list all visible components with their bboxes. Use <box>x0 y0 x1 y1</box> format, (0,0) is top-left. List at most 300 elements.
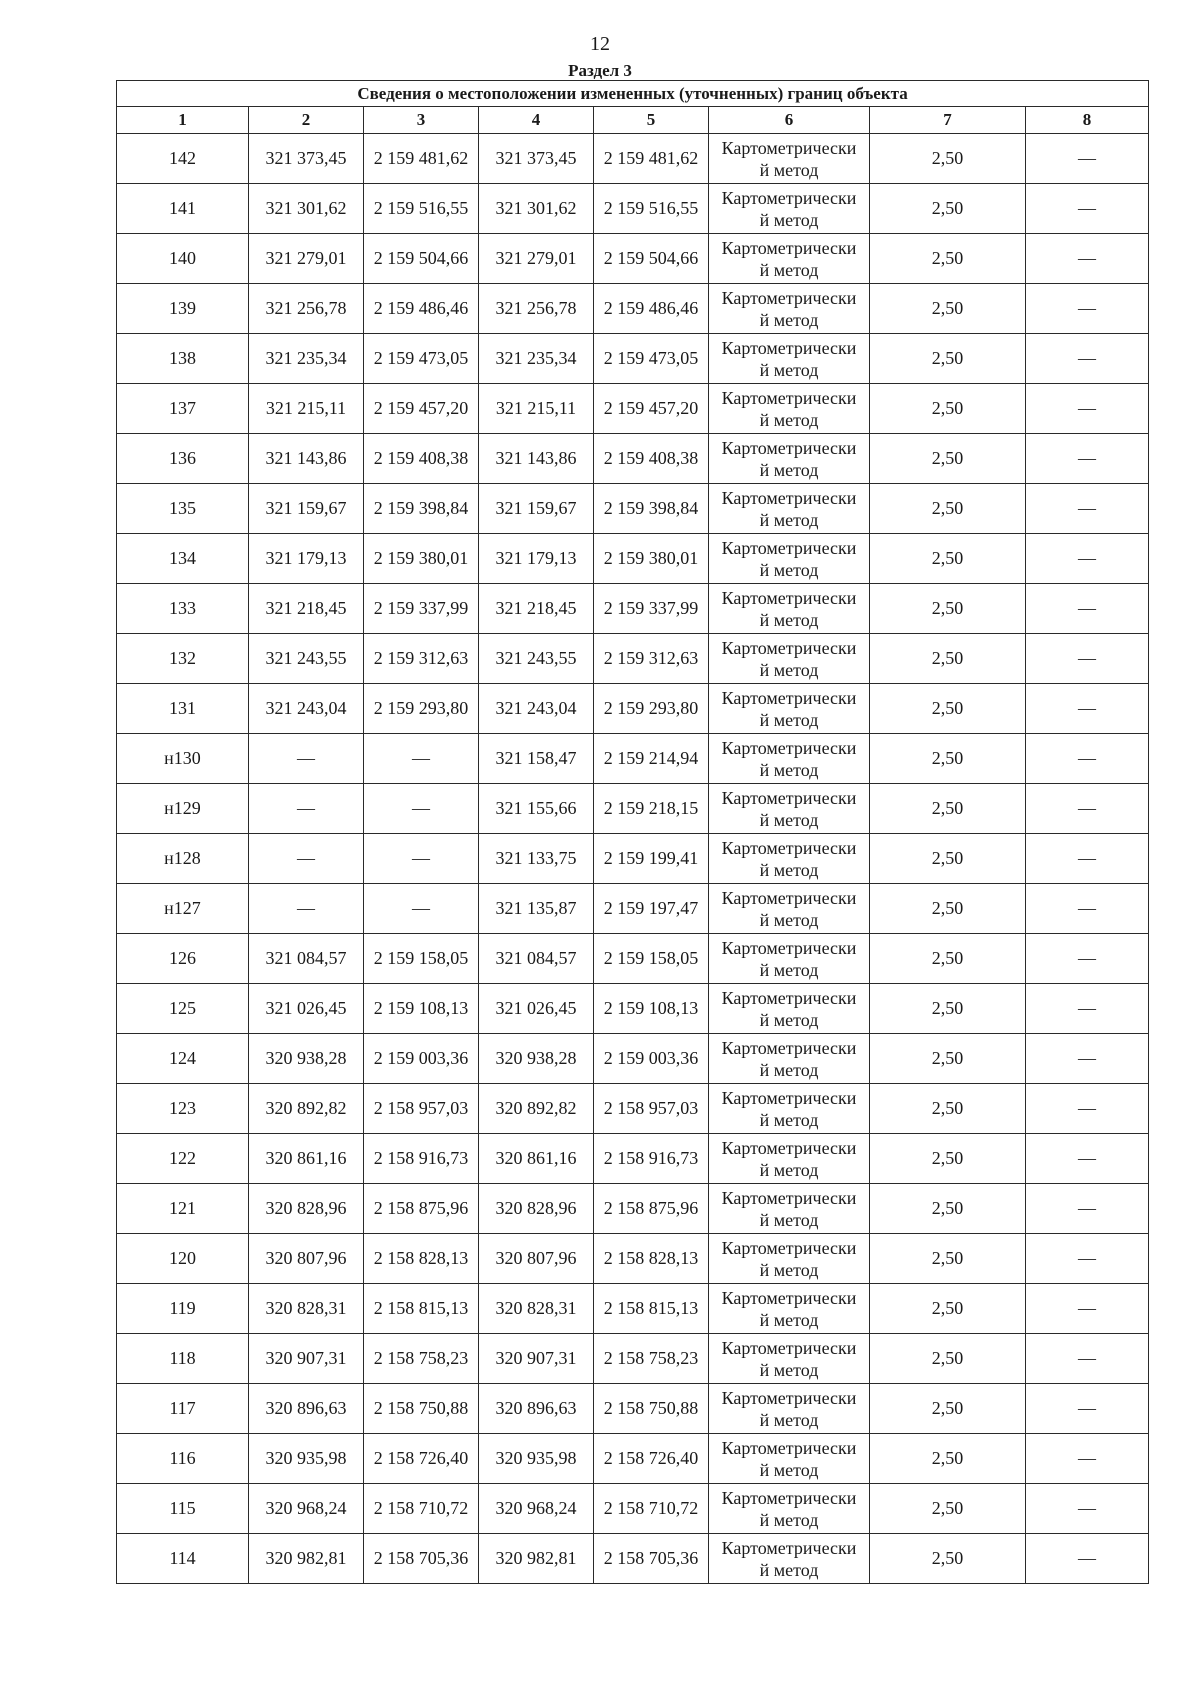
existing-x-cell: 321 215,11 <box>249 384 364 434</box>
existing-y-cell: 2 158 815,13 <box>364 1284 479 1334</box>
method-cell <box>709 1034 870 1084</box>
refined-x-cell: 320 896,63 <box>479 1384 594 1434</box>
point-number-cell: н129 <box>117 784 249 834</box>
existing-x-cell: 321 235,34 <box>249 334 364 384</box>
method-cell <box>709 884 870 934</box>
method-text-line: й метод <box>759 309 819 330</box>
existing-y-cell: 2 159 158,05 <box>364 934 479 984</box>
method-text-line: й метод <box>759 559 819 580</box>
refined-x-cell: 321 256,78 <box>479 284 594 334</box>
accuracy-cell: 2,50 <box>870 1184 1026 1234</box>
method-text-line: Картометрически <box>721 1037 857 1058</box>
accuracy-cell: 2,50 <box>870 584 1026 634</box>
point-number-cell: н128 <box>117 834 249 884</box>
refined-y-cell: 2 158 758,23 <box>594 1334 709 1384</box>
refined-y-cell: 2 158 705,36 <box>594 1534 709 1584</box>
refined-x-cell: 321 158,47 <box>479 734 594 784</box>
point-number-cell: 139 <box>117 284 249 334</box>
point-number-cell: 142 <box>117 134 249 184</box>
accuracy-cell: 2,50 <box>870 234 1026 284</box>
accuracy-cell: 2,50 <box>870 1484 1026 1534</box>
method-cell <box>709 1384 870 1434</box>
method-cell <box>709 1184 870 1234</box>
table-row <box>117 1534 1149 1584</box>
refined-x-cell: 320 907,31 <box>479 1334 594 1384</box>
method-text-line: Картометрически <box>721 837 857 858</box>
existing-x-cell: 321 084,57 <box>249 934 364 984</box>
refined-y-cell: 2 158 916,73 <box>594 1134 709 1184</box>
existing-y-cell: 2 158 875,96 <box>364 1184 479 1234</box>
point-number-cell: 140 <box>117 234 249 284</box>
method-text-line: й метод <box>759 1309 819 1330</box>
method-text-line: Картометрически <box>721 337 857 358</box>
table-row <box>117 1034 1149 1084</box>
method-cell <box>709 1434 870 1484</box>
refined-x-cell: 321 155,66 <box>479 784 594 834</box>
refined-x-cell: 321 084,57 <box>479 934 594 984</box>
existing-y-cell: 2 159 398,84 <box>364 484 479 534</box>
method-text-line: й метод <box>759 159 819 180</box>
existing-y-cell: 2 159 380,01 <box>364 534 479 584</box>
refined-x-cell: 321 215,11 <box>479 384 594 434</box>
column-number: 8 <box>1026 107 1149 134</box>
accuracy-cell: 2,50 <box>870 1034 1026 1084</box>
method-text-line: Картометрически <box>721 1087 857 1108</box>
method-text-line: Картометрически <box>721 787 857 808</box>
point-number-cell: 126 <box>117 934 249 984</box>
column-number: 6 <box>709 107 870 134</box>
existing-y-cell: 2 158 916,73 <box>364 1134 479 1184</box>
table-row <box>117 934 1149 984</box>
table-row <box>117 1384 1149 1434</box>
method-cell <box>709 1084 870 1134</box>
refined-x-cell: 320 828,96 <box>479 1184 594 1234</box>
existing-y-cell: 2 158 705,36 <box>364 1534 479 1584</box>
existing-x-cell: 320 828,96 <box>249 1184 364 1234</box>
refined-y-cell: 2 159 197,47 <box>594 884 709 934</box>
column-number: 4 <box>479 107 594 134</box>
refined-x-cell: 321 135,87 <box>479 884 594 934</box>
existing-x-cell: 320 861,16 <box>249 1134 364 1184</box>
method-text-line: й метод <box>759 809 819 830</box>
column-8-cell: — <box>1026 334 1149 384</box>
existing-y-cell: 2 158 758,23 <box>364 1334 479 1384</box>
method-text-line: й метод <box>759 359 819 380</box>
point-number-cell: 121 <box>117 1184 249 1234</box>
column-8-cell: — <box>1026 584 1149 634</box>
table-row <box>117 1084 1149 1134</box>
existing-x-cell: 321 026,45 <box>249 984 364 1034</box>
accuracy-cell: 2,50 <box>870 1434 1026 1484</box>
column-8-cell: — <box>1026 784 1149 834</box>
method-text-line: Картометрически <box>721 1137 857 1158</box>
existing-x-cell: 321 243,55 <box>249 634 364 684</box>
method-text-line: й метод <box>759 959 819 980</box>
existing-x-cell: 321 179,13 <box>249 534 364 584</box>
method-text-line: Картометрически <box>721 1487 857 1508</box>
accuracy-cell: 2,50 <box>870 734 1026 784</box>
method-cell <box>709 1134 870 1184</box>
accuracy-cell: 2,50 <box>870 1334 1026 1384</box>
existing-x-cell: 321 279,01 <box>249 234 364 284</box>
refined-x-cell: 321 279,01 <box>479 234 594 284</box>
method-text-line: Картометрически <box>721 537 857 558</box>
method-text-line: й метод <box>759 1059 819 1080</box>
column-8-cell: — <box>1026 384 1149 434</box>
method-text-line: й метод <box>759 1009 819 1030</box>
existing-x-cell: 321 143,86 <box>249 434 364 484</box>
table-row <box>117 1284 1149 1334</box>
method-cell <box>709 984 870 1034</box>
refined-x-cell: 320 861,16 <box>479 1134 594 1184</box>
refined-y-cell: 2 158 957,03 <box>594 1084 709 1134</box>
method-text-line: Картометрически <box>721 887 857 908</box>
table-row <box>117 984 1149 1034</box>
method-text-line: й метод <box>759 859 819 880</box>
accuracy-cell: 2,50 <box>870 484 1026 534</box>
table-row <box>117 1184 1149 1234</box>
table-row <box>117 234 1149 284</box>
existing-y-cell: 2 159 337,99 <box>364 584 479 634</box>
table-body <box>117 134 1149 1584</box>
table-row <box>117 134 1149 184</box>
table-row <box>117 284 1149 334</box>
refined-y-cell: 2 159 214,94 <box>594 734 709 784</box>
existing-x-cell: 320 896,63 <box>249 1384 364 1434</box>
refined-x-cell: 320 807,96 <box>479 1234 594 1284</box>
accuracy-cell: 2,50 <box>870 134 1026 184</box>
accuracy-cell: 2,50 <box>870 184 1026 234</box>
table-row <box>117 1334 1149 1384</box>
method-text-line: Картометрически <box>721 487 857 508</box>
accuracy-cell: 2,50 <box>870 384 1026 434</box>
column-8-cell: — <box>1026 1184 1149 1234</box>
refined-y-cell: 2 159 380,01 <box>594 534 709 584</box>
refined-y-cell: 2 159 504,66 <box>594 234 709 284</box>
existing-y-cell: 2 158 710,72 <box>364 1484 479 1534</box>
existing-x-cell: 320 982,81 <box>249 1534 364 1584</box>
existing-x-cell: 321 256,78 <box>249 284 364 334</box>
column-8-cell: — <box>1026 434 1149 484</box>
point-number-cell: 135 <box>117 484 249 534</box>
refined-x-cell: 321 133,75 <box>479 834 594 884</box>
accuracy-cell: 2,50 <box>870 634 1026 684</box>
method-cell <box>709 184 870 234</box>
column-8-cell: — <box>1026 284 1149 334</box>
table-row <box>117 334 1149 384</box>
page-number: 12 <box>590 33 610 55</box>
point-number-cell: 134 <box>117 534 249 584</box>
existing-x-cell: 321 301,62 <box>249 184 364 234</box>
refined-x-cell: 321 159,67 <box>479 484 594 534</box>
existing-x-cell: 320 807,96 <box>249 1234 364 1284</box>
existing-x-cell: 320 892,82 <box>249 1084 364 1134</box>
existing-x-cell: 320 828,31 <box>249 1284 364 1334</box>
method-text-line: й метод <box>759 759 819 780</box>
method-cell <box>709 1334 870 1384</box>
refined-x-cell: 320 982,81 <box>479 1534 594 1584</box>
existing-y-cell: 2 159 473,05 <box>364 334 479 384</box>
accuracy-cell: 2,50 <box>870 1084 1026 1134</box>
accuracy-cell: 2,50 <box>870 834 1026 884</box>
existing-y-cell: 2 158 828,13 <box>364 1234 479 1284</box>
refined-x-cell: 321 301,62 <box>479 184 594 234</box>
accuracy-cell: 2,50 <box>870 684 1026 734</box>
accuracy-cell: 2,50 <box>870 284 1026 334</box>
column-number: 5 <box>594 107 709 134</box>
existing-y-cell: 2 159 312,63 <box>364 634 479 684</box>
refined-y-cell: 2 158 710,72 <box>594 1484 709 1534</box>
accuracy-cell: 2,50 <box>870 334 1026 384</box>
column-8-cell: — <box>1026 1384 1149 1434</box>
method-text-line: Картометрически <box>721 387 857 408</box>
column-8-cell: — <box>1026 934 1149 984</box>
point-number-cell: 137 <box>117 384 249 434</box>
existing-x-cell: 320 907,31 <box>249 1334 364 1384</box>
boundary-coordinates-table <box>116 80 1149 1584</box>
column-8-cell: — <box>1026 984 1149 1034</box>
method-cell <box>709 284 870 334</box>
column-number-row <box>117 107 1149 134</box>
method-text-line: й метод <box>759 709 819 730</box>
method-cell <box>709 1234 870 1284</box>
accuracy-cell: 2,50 <box>870 434 1026 484</box>
method-cell <box>709 784 870 834</box>
accuracy-cell: 2,50 <box>870 1134 1026 1184</box>
method-text-line: й метод <box>759 209 819 230</box>
point-number-cell: 124 <box>117 1034 249 1084</box>
existing-y-cell: 2 159 003,36 <box>364 1034 479 1084</box>
existing-x-cell: 320 968,24 <box>249 1484 364 1534</box>
method-text-line: й метод <box>759 1159 819 1180</box>
method-text-line: Картометрически <box>721 137 857 158</box>
refined-x-cell: 321 179,13 <box>479 534 594 584</box>
point-number-cell: 133 <box>117 584 249 634</box>
point-number-cell: 114 <box>117 1534 249 1584</box>
accuracy-cell: 2,50 <box>870 1234 1026 1284</box>
refined-y-cell: 2 159 408,38 <box>594 434 709 484</box>
existing-x-cell: 321 373,45 <box>249 134 364 184</box>
refined-x-cell: 321 243,55 <box>479 634 594 684</box>
refined-y-cell: 2 159 003,36 <box>594 1034 709 1084</box>
column-8-cell: — <box>1026 834 1149 884</box>
refined-y-cell: 2 159 337,99 <box>594 584 709 634</box>
refined-x-cell: 321 243,04 <box>479 684 594 734</box>
accuracy-cell: 2,50 <box>870 534 1026 584</box>
method-cell <box>709 584 870 634</box>
point-number-cell: 141 <box>117 184 249 234</box>
table-row <box>117 184 1149 234</box>
method-text-line: й метод <box>759 1359 819 1380</box>
column-8-cell: — <box>1026 1134 1149 1184</box>
method-text-line: Картометрически <box>721 1437 857 1458</box>
column-number: 1 <box>117 107 249 134</box>
refined-x-cell: 320 892,82 <box>479 1084 594 1134</box>
method-text-line: Картометрически <box>721 1537 857 1558</box>
method-text-line: Картометрически <box>721 937 857 958</box>
table-row <box>117 884 1149 934</box>
existing-y-cell: 2 158 750,88 <box>364 1384 479 1434</box>
method-cell <box>709 134 870 184</box>
refined-y-cell: 2 159 473,05 <box>594 334 709 384</box>
point-number-cell: 131 <box>117 684 249 734</box>
existing-y-cell: 2 159 408,38 <box>364 434 479 484</box>
refined-y-cell: 2 159 108,13 <box>594 984 709 1034</box>
method-text-line: й метод <box>759 1209 819 1230</box>
method-text-line: Картометрически <box>721 1387 857 1408</box>
refined-x-cell: 321 235,34 <box>479 334 594 384</box>
column-number: 7 <box>870 107 1026 134</box>
column-8-cell: — <box>1026 734 1149 784</box>
table-row <box>117 734 1149 784</box>
point-number-cell: 120 <box>117 1234 249 1284</box>
section-title: Раздел 3 <box>568 61 632 80</box>
existing-y-cell: 2 159 108,13 <box>364 984 479 1034</box>
refined-y-cell: 2 159 486,46 <box>594 284 709 334</box>
refined-y-cell: 2 159 481,62 <box>594 134 709 184</box>
refined-y-cell: 2 159 199,41 <box>594 834 709 884</box>
column-8-cell: — <box>1026 634 1149 684</box>
existing-x-cell: — <box>249 834 364 884</box>
column-number: 2 <box>249 107 364 134</box>
method-text-line: Картометрически <box>721 1287 857 1308</box>
existing-y-cell: — <box>364 784 479 834</box>
table-row <box>117 1434 1149 1484</box>
method-text-line: Картометрически <box>721 1187 857 1208</box>
method-text-line: й метод <box>759 659 819 680</box>
method-cell <box>709 734 870 784</box>
point-number-cell: 136 <box>117 434 249 484</box>
method-cell <box>709 334 870 384</box>
method-cell <box>709 234 870 284</box>
accuracy-cell: 2,50 <box>870 984 1026 1034</box>
method-text-line: Картометрически <box>721 1237 857 1258</box>
column-8-cell: — <box>1026 1484 1149 1534</box>
column-8-cell: — <box>1026 234 1149 284</box>
refined-y-cell: 2 158 815,13 <box>594 1284 709 1334</box>
column-8-cell: — <box>1026 134 1149 184</box>
existing-y-cell: 2 158 726,40 <box>364 1434 479 1484</box>
existing-y-cell: 2 159 293,80 <box>364 684 479 734</box>
point-number-cell: 115 <box>117 1484 249 1534</box>
column-8-cell: — <box>1026 684 1149 734</box>
column-number: 3 <box>364 107 479 134</box>
existing-x-cell: 321 243,04 <box>249 684 364 734</box>
method-cell <box>709 1284 870 1334</box>
method-text-line: Картометрически <box>721 637 857 658</box>
method-cell <box>709 1534 870 1584</box>
table-row <box>117 834 1149 884</box>
accuracy-cell: 2,50 <box>870 1384 1026 1434</box>
existing-x-cell: 320 938,28 <box>249 1034 364 1084</box>
existing-y-cell: 2 158 957,03 <box>364 1084 479 1134</box>
point-number-cell: 132 <box>117 634 249 684</box>
existing-x-cell: — <box>249 884 364 934</box>
point-number-cell: 125 <box>117 984 249 1034</box>
method-text-line: й метод <box>759 459 819 480</box>
existing-y-cell: 2 159 457,20 <box>364 384 479 434</box>
point-number-cell: 117 <box>117 1384 249 1434</box>
method-text-line: Картометрически <box>721 987 857 1008</box>
refined-x-cell: 321 143,86 <box>479 434 594 484</box>
table-title: Сведения о местоположении измененных (уточненных) границ объекта <box>117 81 1149 107</box>
accuracy-cell: 2,50 <box>870 1284 1026 1334</box>
column-8-cell: — <box>1026 1034 1149 1084</box>
table-row <box>117 534 1149 584</box>
accuracy-cell: 2,50 <box>870 1534 1026 1584</box>
method-text-line: й метод <box>759 909 819 930</box>
method-text-line: й метод <box>759 1559 819 1580</box>
method-cell <box>709 634 870 684</box>
column-8-cell: — <box>1026 1284 1149 1334</box>
point-number-cell: 118 <box>117 1334 249 1384</box>
method-cell <box>709 384 870 434</box>
existing-x-cell: — <box>249 784 364 834</box>
existing-y-cell: — <box>364 734 479 784</box>
column-8-cell: — <box>1026 1334 1149 1384</box>
table-row <box>117 484 1149 534</box>
accuracy-cell: 2,50 <box>870 784 1026 834</box>
table-row <box>117 434 1149 484</box>
table-row <box>117 1484 1149 1534</box>
method-text-line: Картометрически <box>721 587 857 608</box>
table-row <box>117 684 1149 734</box>
method-text-line: Картометрически <box>721 437 857 458</box>
existing-x-cell: 320 935,98 <box>249 1434 364 1484</box>
existing-y-cell: — <box>364 884 479 934</box>
existing-y-cell: 2 159 481,62 <box>364 134 479 184</box>
table-row <box>117 1234 1149 1284</box>
existing-y-cell: 2 159 516,55 <box>364 184 479 234</box>
method-cell <box>709 834 870 884</box>
point-number-cell: 116 <box>117 1434 249 1484</box>
method-text-line: Картометрически <box>721 237 857 258</box>
method-text-line: й метод <box>759 1459 819 1480</box>
refined-x-cell: 321 218,45 <box>479 584 594 634</box>
column-8-cell: — <box>1026 1534 1149 1584</box>
refined-y-cell: 2 158 726,40 <box>594 1434 709 1484</box>
refined-y-cell: 2 159 158,05 <box>594 934 709 984</box>
point-number-cell: 138 <box>117 334 249 384</box>
column-8-cell: — <box>1026 484 1149 534</box>
column-8-cell: — <box>1026 884 1149 934</box>
column-8-cell: — <box>1026 1434 1149 1484</box>
refined-y-cell: 2 159 293,80 <box>594 684 709 734</box>
refined-y-cell: 2 159 457,20 <box>594 384 709 434</box>
existing-y-cell: — <box>364 834 479 884</box>
method-text-line: й метод <box>759 1259 819 1280</box>
refined-y-cell: 2 158 750,88 <box>594 1384 709 1434</box>
refined-x-cell: 320 938,28 <box>479 1034 594 1084</box>
point-number-cell: 123 <box>117 1084 249 1134</box>
column-8-cell: — <box>1026 534 1149 584</box>
method-text-line: й метод <box>759 1509 819 1530</box>
existing-x-cell: — <box>249 734 364 784</box>
refined-x-cell: 320 968,24 <box>479 1484 594 1534</box>
refined-y-cell: 2 159 312,63 <box>594 634 709 684</box>
point-number-cell: н127 <box>117 884 249 934</box>
accuracy-cell: 2,50 <box>870 884 1026 934</box>
column-8-cell: — <box>1026 1234 1149 1284</box>
point-number-cell: 122 <box>117 1134 249 1184</box>
method-cell <box>709 484 870 534</box>
method-text-line: Картометрически <box>721 287 857 308</box>
method-cell <box>709 434 870 484</box>
method-text-line: й метод <box>759 259 819 280</box>
method-cell <box>709 684 870 734</box>
column-8-cell: — <box>1026 184 1149 234</box>
method-text-line: й метод <box>759 1109 819 1130</box>
